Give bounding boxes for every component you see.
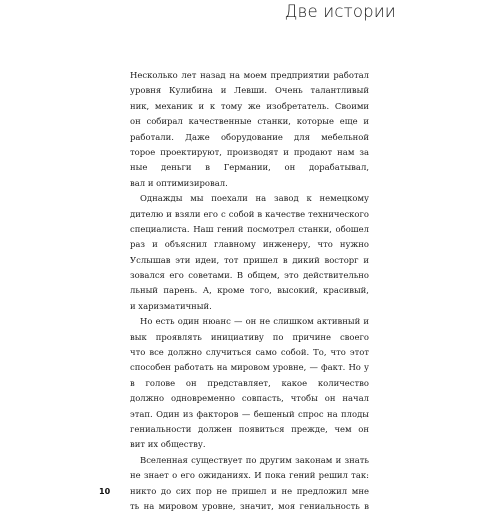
text-line: вал и оптимизировал. xyxy=(130,177,228,188)
text-line: ник, механик и к тому же изобретатель. Своими xyxy=(130,100,369,111)
text-line: должно одновременно совпасть, чтобы он начал xyxy=(130,393,369,404)
text-line: Но есть один нюанс — он не слишком активный и xyxy=(140,316,369,327)
text-line: Услышав эти идеи, тот пришел в дикий восторг и xyxy=(130,254,369,265)
text-line: специалиста. Наш гений посмотрел станки, обошел xyxy=(130,223,369,234)
text-line: дителю и взяли его с собой в качестве технического xyxy=(130,208,369,219)
text-line: не знает о его ожиданиях. И пока гений решил так: xyxy=(130,470,369,481)
text-line: в голове он представляет, какое количество xyxy=(130,377,369,388)
text-line: Однажды мы поехали на завод к немецкому xyxy=(140,193,369,204)
text-line: и харизматичный. xyxy=(130,300,212,311)
text-line: он собирал качественные станки, которые еще и xyxy=(130,116,369,127)
text-line: этап. Один из факторов — бешеный спрос на плоды xyxy=(130,408,369,419)
text-line: что все должно случиться само собой. То, что этот xyxy=(130,347,369,358)
text-line: раз и объяснил главному инженеру, что нужно xyxy=(130,239,369,250)
text-line: ные деньги в Германии, он дорабатывал, xyxy=(130,162,369,173)
text-line: ть на мировом уровне, значит, моя гениальность в xyxy=(130,500,369,511)
running-head-title: Две истории xyxy=(284,2,396,21)
text-line: гениальности должен появиться прежде, чем он xyxy=(130,423,369,434)
text-line: вык проявлять инициативу по причине своего xyxy=(130,331,369,342)
page-number: 10 xyxy=(99,487,111,496)
text-line: льный парень. А, кроме того, высокий, красивый, xyxy=(130,285,369,296)
body-text xyxy=(130,68,369,514)
text-line: торое проектируют, производят и продают нам за xyxy=(130,146,369,157)
text-line: Несколько лет назад на моем предприятии работал xyxy=(130,70,369,80)
text-line: зовался его советами. В общем, это действительно xyxy=(130,270,369,281)
text-line: Вселенная существует по другим законам и знать xyxy=(140,454,369,465)
text-line: уровня Кулибина и Левши. Очень талантливый xyxy=(130,85,369,96)
text-line: способен работать на мировом уровне, — факт. Но у xyxy=(130,362,369,373)
text-line: вит их обществу. xyxy=(130,439,206,450)
text-line: никто до сих пор не пришел и не предложил мне xyxy=(130,485,369,496)
text-line: работали. Даже оборудование для мебельной xyxy=(130,131,369,142)
